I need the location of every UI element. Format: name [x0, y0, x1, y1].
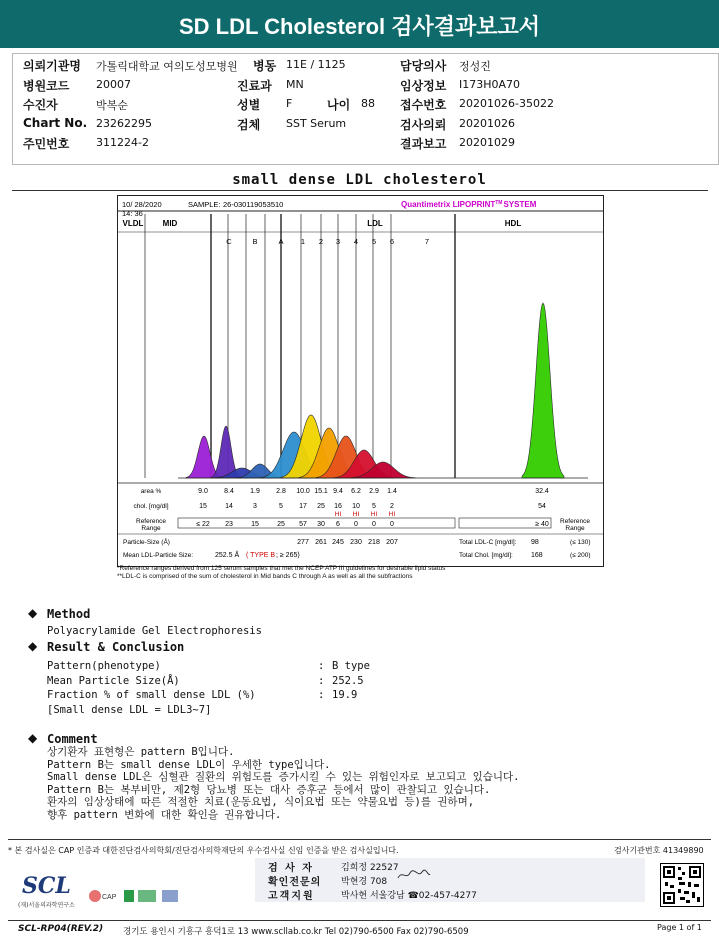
- chart-time: 14: 36: [122, 209, 143, 218]
- support-value: 박사현 서울강남 ☎02-457-4277: [341, 891, 477, 901]
- band-label: 3: [335, 237, 341, 246]
- row-label-area: area %: [140, 488, 162, 495]
- area-value: 2.9: [369, 488, 379, 495]
- chart-no-value: 23262295: [96, 117, 152, 130]
- mean-type: ( TYPE B: [246, 552, 276, 559]
- hi-flag: HI: [388, 511, 396, 518]
- chol-value: 10: [352, 503, 360, 510]
- comment-title: Comment: [47, 732, 98, 746]
- comment-line: Pattern B는 복부비만, 제2형 당뇨병 또는 대사 증후군 등에서 많이 관찰되고 있습니다.: [47, 783, 491, 796]
- mean-label: Mean LDL-Particle Size:: [123, 552, 194, 559]
- chol-value: 5: [279, 503, 283, 510]
- ref-value: ≥ 40: [535, 521, 549, 528]
- ref-value: 0: [372, 521, 376, 528]
- ref-value: 30: [317, 521, 325, 528]
- request-value: 20201026: [459, 117, 515, 130]
- dept-label: 진료과: [237, 79, 272, 93]
- comment-line: 상기환자 표현형은 pattern B입니다.: [47, 746, 235, 758]
- mean-ref: ; ≥ 265): [276, 552, 300, 559]
- institution-label: 의뢰기관명: [23, 59, 81, 73]
- ref-value: 0: [390, 521, 394, 528]
- particle-value: 218: [368, 539, 380, 546]
- particle-label: Particle-Size (Å): [123, 539, 170, 546]
- specimen-value: SST Serum: [286, 117, 347, 130]
- page-number: Page 1 of 1: [657, 923, 702, 932]
- particle-value: 230: [350, 539, 362, 546]
- specialist-label: 확인전문의: [268, 877, 322, 888]
- receipt-value: 20201026-35022: [459, 97, 554, 110]
- ref-value: 57: [299, 521, 307, 528]
- area-value: 9.0: [198, 488, 208, 495]
- sample-value: 26-030119053510: [223, 200, 284, 209]
- certification-note: * 본 검사실은 CAP 인증과 대한진단검사의학회/진단검사의학재단의 우수검사실 신임 인증을 받은 검사실입니다.: [8, 846, 399, 855]
- ref-value: 23: [225, 521, 233, 528]
- ref-right-label2: Range: [565, 525, 585, 532]
- chart-footnote-2: **LDL-C is comprised of the sum of cholesterol in Mid bands C through A as well as all the subfractions: [117, 573, 413, 580]
- total-chol-value: 168: [531, 552, 543, 559]
- result-title: Result & Conclusion: [47, 640, 185, 654]
- dept-value: MN: [286, 78, 304, 91]
- particle-value: 261: [315, 539, 327, 546]
- result-value-pattern: B type: [332, 660, 370, 672]
- tester-label: 검 사 자: [268, 863, 314, 874]
- chart-no-label: Chart No.: [23, 116, 88, 130]
- ref-value: ≤ 22: [196, 521, 210, 528]
- band-label: A: [278, 237, 284, 246]
- doctor-value: 정성진: [459, 60, 491, 73]
- band-label: 7: [424, 237, 430, 246]
- scl-logo: SCL: [22, 873, 71, 899]
- comment-line: Small dense LDL은 심혈관 질환의 위험도를 증가시킬 수 있는 위험인자로 보고되고 있습니다.: [47, 771, 520, 783]
- particle-value: 245: [332, 539, 344, 546]
- section-divider: [12, 190, 708, 191]
- ref-right-label: Reference: [560, 518, 590, 525]
- ref-value: 15: [251, 521, 259, 528]
- patient-label: 수진자: [23, 98, 58, 112]
- area-value: 6.2: [351, 488, 361, 495]
- chol-value: 14: [225, 503, 233, 510]
- result-label-fraction: Fraction % of small dense LDL (%): [47, 689, 256, 701]
- patient-value: 박복순: [96, 99, 128, 112]
- particle-value: 207: [386, 539, 398, 546]
- comment-body: [47, 746, 519, 821]
- comment-line: 향후 pattern 변화에 대한 확인을 권유합니다.: [47, 808, 282, 821]
- hi-flag: HI: [352, 511, 360, 518]
- hospcode-label: 병원코드: [23, 79, 70, 93]
- sex-value: F: [286, 97, 293, 110]
- hospcode-value: 20007: [96, 78, 131, 91]
- chol-value: 3: [253, 503, 257, 510]
- total-chol-label: Total Chol. [mg/dl]:: [459, 552, 513, 559]
- comment-line: 환자의 임상상태에 따른 적절한 치료(운동요법, 식이요법 또는 약물요법 등)를 권하며,: [47, 796, 475, 808]
- total-ldl-value: 98: [531, 539, 539, 546]
- area-value: 10.0: [296, 488, 310, 495]
- chol-value: 16: [334, 503, 342, 510]
- area-value: 9.4: [333, 488, 343, 495]
- report-header: [0, 0, 719, 48]
- band-label: B: [252, 237, 258, 246]
- method-bullet-icon: ◆: [28, 606, 38, 620]
- lab-number: 검사기관번호 41349890: [614, 846, 704, 855]
- area-value: 15.1: [314, 488, 328, 495]
- chol-value: 2: [390, 503, 394, 510]
- chart-footnote-1: *Reference ranges derived from 125 serum samples that met the NCEP ATP III guidelines for desirable lipid status: [117, 565, 446, 572]
- footer-divider-top: [8, 839, 711, 840]
- area-value: 2.8: [276, 488, 286, 495]
- rrn-value: 311224-2: [96, 136, 149, 149]
- ref-value: 0: [354, 521, 358, 528]
- signature-image: [396, 868, 432, 882]
- lipoprint-svg: [118, 196, 603, 566]
- row-label-ref2: Range: [141, 525, 161, 532]
- report-date-value: 20201029: [459, 136, 515, 149]
- comment-line: Pattern B는 small dense LDL이 우세한 type입니다.: [47, 758, 331, 771]
- form-code: SCL-RP04(REV.2): [18, 924, 104, 934]
- area-value: 32.4: [535, 488, 549, 495]
- band-label: 6: [389, 237, 395, 246]
- total-ldl-label: Total LDL-C [mg/dl]:: [459, 539, 517, 546]
- specimen-label: 검체: [237, 118, 261, 132]
- band-label: 5: [371, 237, 377, 246]
- comment-bullet-icon: ◆: [28, 731, 38, 745]
- report-date-label: 결과보고: [400, 137, 447, 151]
- accreditation-logos: [86, 886, 182, 906]
- total-chol-ref: (≤ 200): [570, 552, 591, 559]
- chol-value: 5: [372, 503, 376, 510]
- hi-flag: HI: [370, 511, 378, 518]
- rrn-label: 주민번호: [23, 137, 70, 151]
- receipt-label: 접수번호: [400, 98, 447, 112]
- chol-value: 15: [199, 503, 207, 510]
- result-label-pattern: Pattern(phenotype): [47, 660, 161, 672]
- doctor-label: 담당의사: [400, 59, 447, 73]
- section-title: small dense LDL cholesterol: [232, 172, 487, 188]
- age-value: 88: [361, 97, 375, 110]
- ward-label: 병동: [253, 59, 277, 73]
- area-value: 1.4: [387, 488, 397, 495]
- result-label-size: Mean Particle Size(Å): [47, 675, 180, 687]
- request-label: 검사의뢰: [400, 118, 447, 132]
- result-bullet-icon: ◆: [28, 639, 38, 653]
- result-value-fraction: 19.9: [332, 689, 358, 701]
- age-label: 나이: [327, 98, 351, 112]
- support-label: 고객지원: [268, 891, 315, 902]
- tester-value: 김희정 22527: [341, 863, 399, 873]
- group-label: HDL: [504, 219, 522, 228]
- group-label: MID: [162, 219, 178, 228]
- group-label: VLDL: [122, 219, 144, 228]
- row-label-ref: Reference: [136, 518, 166, 525]
- chart-date: 10/ 28/2020: [122, 200, 162, 209]
- lipoprint-chart: [117, 195, 604, 567]
- result-value-size: 252.5: [332, 675, 364, 687]
- sex-label: 성별: [237, 98, 261, 112]
- clinical-label: 임상정보: [400, 79, 447, 93]
- mean-value: 252.5 Å: [215, 552, 240, 559]
- method-text: Polyacrylamide Gel Electrophoresis: [47, 625, 262, 637]
- svg-text:CAP: CAP: [102, 894, 117, 901]
- hi-flag: HI: [334, 511, 342, 518]
- ward-value: 11E / 1125: [286, 58, 346, 71]
- band-label: 2: [318, 237, 324, 246]
- report-title: SD LDL Cholesterol 검사결과보고서: [178, 14, 541, 39]
- method-title: Method: [47, 607, 91, 621]
- band-label: C: [226, 237, 232, 246]
- area-value: 1.9: [250, 488, 260, 495]
- chart-footnotes: [117, 565, 602, 581]
- brand-name: Quantimetrix LIPOPRINT™SYSTEM: [401, 200, 537, 209]
- ref-value: 6: [336, 521, 340, 528]
- ref-value: 25: [277, 521, 285, 528]
- qr-code-icon: [660, 863, 704, 907]
- sample-label: SAMPLE:: [188, 200, 221, 209]
- area-value: 8.4: [224, 488, 234, 495]
- specialist-value: 박현경 708: [341, 877, 388, 887]
- chol-value: 54: [538, 503, 546, 510]
- particle-value: 277: [297, 539, 309, 546]
- chol-value: 25: [317, 503, 325, 510]
- chol-value: 17: [299, 503, 307, 510]
- row-label-chol: chol. [mg/dl]: [133, 503, 169, 510]
- band-label: 4: [353, 237, 359, 246]
- institution-value: 가톨릭대학교 여의도성모병원: [96, 60, 238, 73]
- total-ldl-ref: (≤ 130): [570, 539, 591, 546]
- clinical-value: I173H0A70: [459, 78, 521, 91]
- result-note: [Small dense LDL = LDL3~7]: [47, 704, 212, 716]
- footer-divider-bottom: [8, 920, 711, 921]
- scl-logo-subtitle: (재)서울의과학연구소: [18, 902, 75, 909]
- footer-address: 경기도 용인시 기흥구 흥덕1로 13 www.scllab.co.kr Tel 02)790-6500 Fax 02)790-6509: [123, 927, 469, 937]
- band-label: 1: [300, 237, 306, 246]
- group-label: LDL: [367, 219, 383, 228]
